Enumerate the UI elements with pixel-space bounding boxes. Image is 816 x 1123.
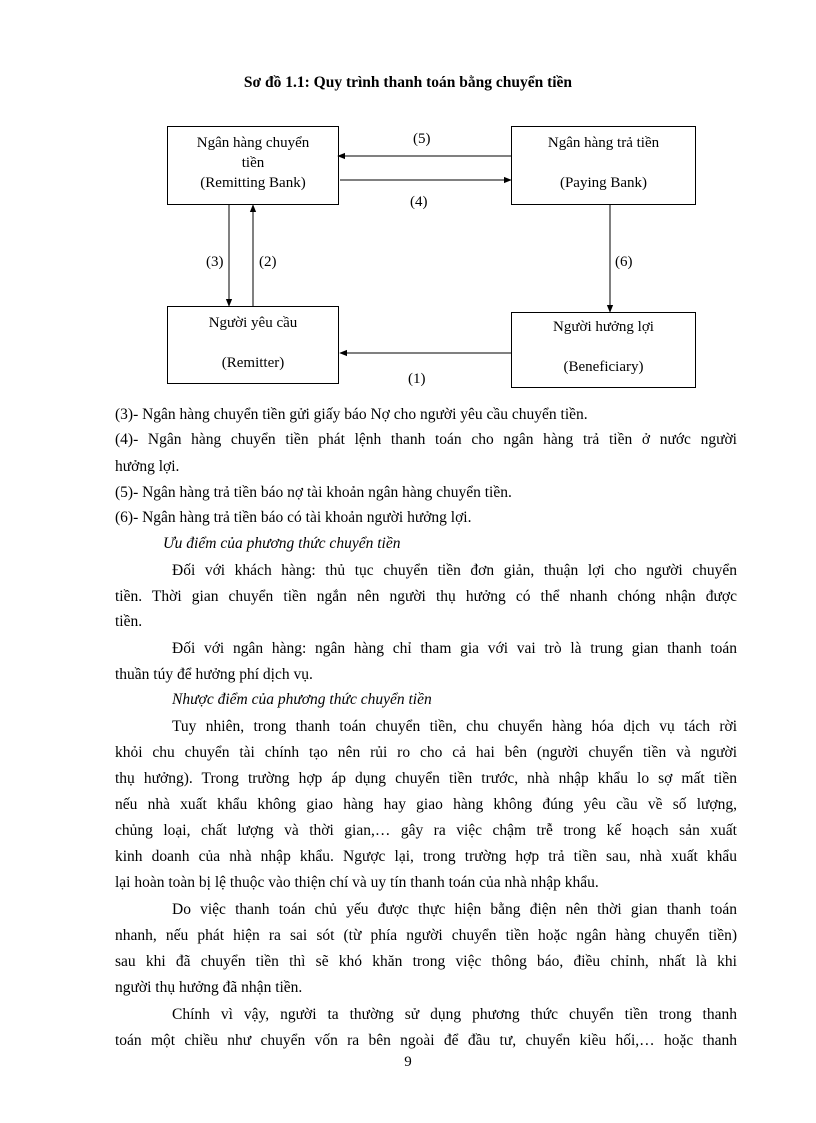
adv-p1-line-2: tiền. Thời gian chuyển tiền ngắn nên người thụ hưởng có thể nhanh chóng nhận được bbox=[115, 588, 737, 605]
step-4-line-1: (4)- Ngân hàng chuyển tiền phát lệnh thanh toán cho ngân hàng trả tiền ở nước người bbox=[115, 431, 737, 448]
dis-p3-line-2: toán một chiều như chuyển vốn ra bên ngoài để đầu tư, chuyển kiều hối,… hoặc thanh bbox=[115, 1032, 737, 1049]
remitting-bank-box bbox=[167, 126, 339, 205]
dis-p1-line-7: lại hoàn toàn bị lệ thuộc vào thiện chí và uy tín thanh toán của nhà nhập khẩu. bbox=[115, 874, 599, 891]
paying-bank-en: (Paying Bank) bbox=[559, 175, 648, 191]
dis-p2-line-4: người thụ hưởng đã nhận tiền. bbox=[115, 979, 303, 996]
dis-p1-line-2: khỏi chu chuyển tài chính tạo nên rủi ro cho cả hai bên (người chuyển tiền và người bbox=[115, 744, 737, 761]
beneficiary-box bbox=[511, 312, 696, 388]
adv-p2-line-1: Đối với ngân hàng: ngân hàng chỉ tham gia với vai trò là trung gian thanh toán bbox=[172, 640, 737, 657]
step-5: (5)- Ngân hàng trả tiền báo nợ tài khoản ngân hàng chuyển tiền. bbox=[115, 484, 512, 501]
arrow-label-6: (6) bbox=[615, 254, 633, 270]
paying-bank-box bbox=[511, 126, 696, 205]
page-number: 9 bbox=[404, 1054, 412, 1070]
beneficiary-name: Người hưởng lợi bbox=[553, 319, 654, 335]
arrow-label-3: (3) bbox=[206, 254, 224, 270]
remitter-box bbox=[167, 306, 339, 384]
arrow-label-5: (5) bbox=[413, 131, 431, 147]
arrow-label-1: (1) bbox=[408, 371, 426, 387]
dis-p1-line-4: nếu nhà xuất khẩu không giao hàng hay giao hàng không đúng yêu cầu về số lượng, bbox=[115, 796, 737, 813]
adv-p2-line-2: thuần túy để hưởng phí dịch vụ. bbox=[115, 666, 313, 683]
dis-p1-line-6: kinh doanh của nhà nhập khẩu. Ngược lại, trong trường hợp trả tiền sau, nhà xuất khẩu bbox=[115, 848, 737, 865]
dis-p3-line-1: Chính vì vậy, người ta thường sử dụng phương thức chuyển tiền trong thanh bbox=[172, 1006, 737, 1023]
disadvantages-heading: Nhược điểm của phương thức chuyển tiền bbox=[172, 691, 432, 708]
step-3: (3)- Ngân hàng chuyển tiền gửi giấy báo Nợ cho người yêu cầu chuyển tiền. bbox=[115, 406, 588, 423]
step-4-line-2: hưởng lợi. bbox=[115, 458, 180, 475]
arrow-label-2: (2) bbox=[259, 254, 277, 270]
dis-p2-line-3: sau khi đã chuyển tiền thì sẽ khó khăn trong việc thông báo, điều chỉnh, nhất là khi bbox=[115, 953, 737, 970]
adv-p1-line-3: tiền. bbox=[115, 613, 143, 630]
paying-bank-name: Ngân hàng trả tiền bbox=[547, 135, 660, 151]
dis-p1-line-3: thụ hưởng). Trong trường hợp áp dụng chuyển tiền trước, nhà nhập khẩu lo sợ mất tiền bbox=[115, 770, 737, 787]
dis-p2-line-2: nhanh, nếu phát hiện ra sai sót (từ phía người chuyển tiền hoặc ngân hàng chuyển tiền) bbox=[115, 927, 737, 944]
beneficiary-en: (Beneficiary) bbox=[563, 359, 644, 375]
dis-p1-line-1: Tuy nhiên, trong thanh toán chuyển tiền, chu chuyển hàng hóa dịch vụ tách rời bbox=[172, 718, 737, 735]
remitting-bank-name: Ngân hàng chuyển bbox=[196, 135, 310, 151]
diagram-title: Sơ đồ 1.1: Quy trình thanh toán bằng chuyển tiền bbox=[243, 74, 573, 91]
advantages-heading: Ưu điểm của phương thức chuyển tiền bbox=[163, 535, 401, 552]
remitter-name: Người yêu cầu bbox=[208, 315, 298, 331]
remitter-en: (Remitter) bbox=[221, 355, 285, 371]
dis-p2-line-1: Do việc thanh toán chủ yếu được thực hiện bằng điện nên thời gian thanh toán bbox=[172, 901, 737, 918]
arrow-label-4: (4) bbox=[410, 194, 428, 210]
dis-p1-line-5: chủng loại, chất lượng và thời gian,… gây ra việc chậm trễ trong kế hoạch sản xuất bbox=[115, 822, 737, 839]
step-6: (6)- Ngân hàng trả tiền báo có tài khoản người hưởng lợi. bbox=[115, 509, 472, 526]
adv-p1-line-1: Đối với khách hàng: thủ tục chuyển tiền đơn giản, thuận lợi cho người chuyển bbox=[172, 562, 737, 579]
remitting-bank-name-2: tiền bbox=[241, 155, 265, 171]
remitting-bank-en: (Remitting Bank) bbox=[200, 175, 306, 191]
